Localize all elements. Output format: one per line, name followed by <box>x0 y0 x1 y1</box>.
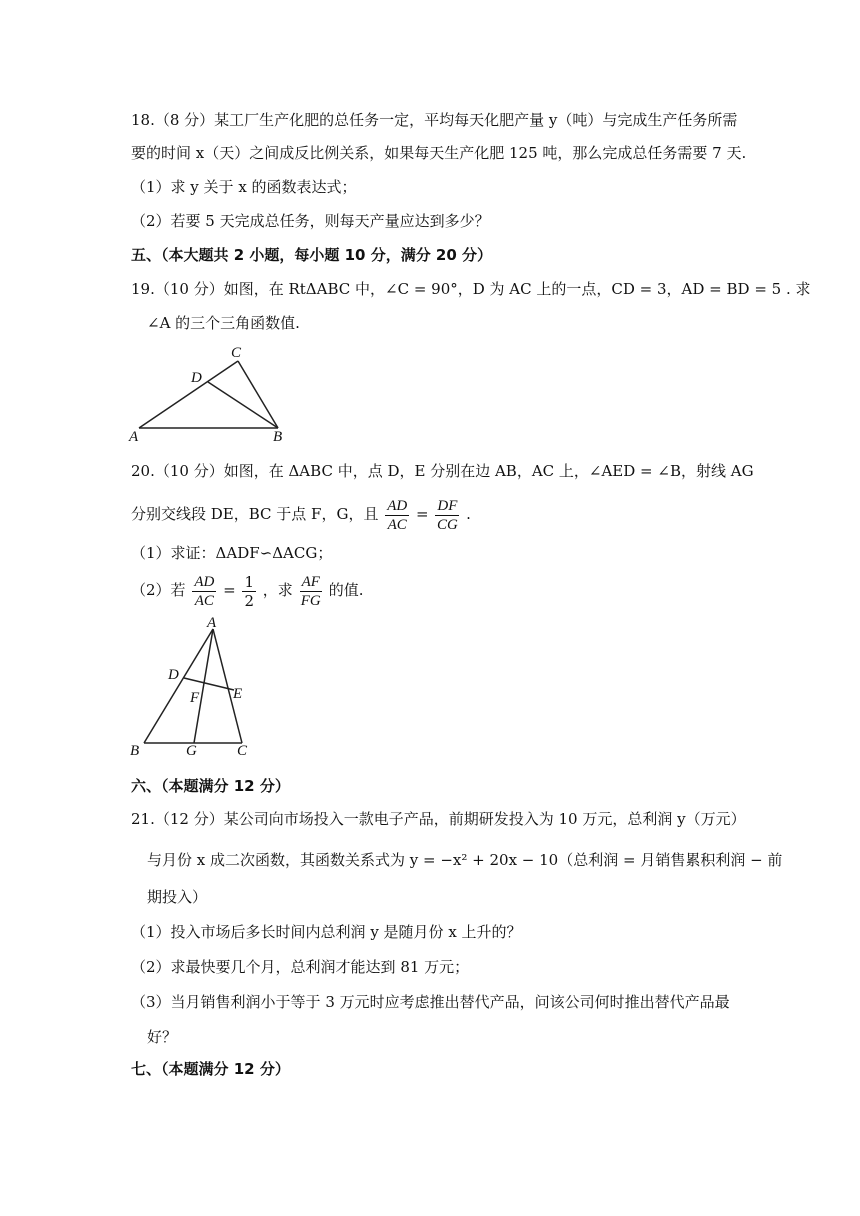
q19-label-a: A <box>129 429 139 444</box>
q19-label-c: C <box>231 345 242 361</box>
q20-fraction-df-cg: $\frac{DF}{CG}$ <box>436 497 458 533</box>
q19-line2: ∠A 的三个三角函数值. <box>147 314 300 332</box>
q21-sub3a: （3）当月销售利润小于等于 3 万元时应考虑推出替代产品，问该公司何时推出替代产品最 <box>131 993 730 1011</box>
q20-label-a: A <box>207 615 217 631</box>
q19-label-d: D <box>191 370 202 386</box>
q20-line2-text: 分别交线段 DE，BC 于点 F，G，且 <box>131 505 379 523</box>
q19-triangle-figure <box>125 342 295 444</box>
q21-sub3b: 好？ <box>147 1028 178 1046</box>
q20-fraction-ad-ac: $\frac{AD}{AC}$ <box>387 497 408 533</box>
q19-segment-db <box>208 382 278 428</box>
q21-sub2: （2）求最快要几个月，总利润才能达到 81 万元； <box>131 958 470 976</box>
q18-sub1: （1）求 y 关于 x 的函数表达式； <box>131 178 357 196</box>
section-7-heading: 七、（本题满分 12 分） <box>131 1060 290 1078</box>
q20-fraction-half: $\frac{1}{2}$ <box>244 572 255 610</box>
q19-segment-ac <box>139 361 238 428</box>
q20-label-g: G <box>186 743 197 759</box>
q20-fraction-ad-ac-2: $\frac{AD}{AC}$ <box>194 573 215 609</box>
q20-label-c: C <box>237 743 248 759</box>
section-6-heading: 六、（本题满分 12 分） <box>131 777 290 795</box>
q21-line3: 期投入） <box>147 888 208 906</box>
q20-label-d: D <box>168 667 179 683</box>
q21-sub1: （1）投入市场后多长时间内总利润 y 是随月份 x 上升的？ <box>131 923 522 941</box>
q20-fraction-af-fg: $\frac{AF}{FG}$ <box>300 573 321 609</box>
q19-segment-cb <box>238 361 278 428</box>
q20-line1: 20.（10 分）如图，在 ΔABC 中，点 D，E 分别在边 AB，AC 上，∠AED = ∠B，射线 AG <box>131 462 754 480</box>
q19-line1: 19.（10 分）如图，在 RtΔABC 中，∠C = 90°，D 为 AC 上的一点，CD = 3，AD = BD = 5 . 求 <box>131 280 811 298</box>
q20-triangle-figure <box>125 612 265 762</box>
q21-line1: 21.（12 分）某公司向市场投入一款电子产品，前期研发投入为 10 万元，总利润 y（万元） <box>131 810 746 828</box>
q20-label-b: B <box>130 743 140 759</box>
q21-line2: 与月份 x 成二次函数，其函数关系式为 y = −x² + 20x − 10（总利润 = 月销售累积利润 − 前 <box>147 851 783 869</box>
q20-label-e: E <box>233 686 243 702</box>
q20-label-f: F <box>190 690 200 706</box>
q20-sub2: （2）若 $\frac{AD}{AC}$ = $\frac{1}{2}$ ，求 $\frac{AF}{FG}$ 的值. <box>131 572 364 610</box>
q20-line2: 分别交线段 DE，BC 于点 F，G，且 $\frac{AD}{AC}$ = $\frac{DF}{CG}$ . <box>131 497 471 533</box>
q20-sub1: （1）求证：ΔADF∽ΔACG； <box>131 544 333 562</box>
q18-sub2: （2）若要 5 天完成总任务，则每天产量应达到多少？ <box>131 212 490 230</box>
q18-line1: 18.（8 分）某工厂生产化肥的总任务一定，平均每天化肥产量 y（吨）与完成生产任务所需 <box>131 111 738 129</box>
section-5-heading: 五、（本大题共 2 小题，每小题 10 分，满分 20 分） <box>131 246 493 264</box>
q18-line2: 要的时间 x（天）之间成反比例关系，如果每天生产化肥 125 吨，那么完成总任务需要 7 天. <box>131 144 747 162</box>
q20-segment-ab <box>144 629 213 743</box>
q19-label-b: B <box>273 429 283 444</box>
